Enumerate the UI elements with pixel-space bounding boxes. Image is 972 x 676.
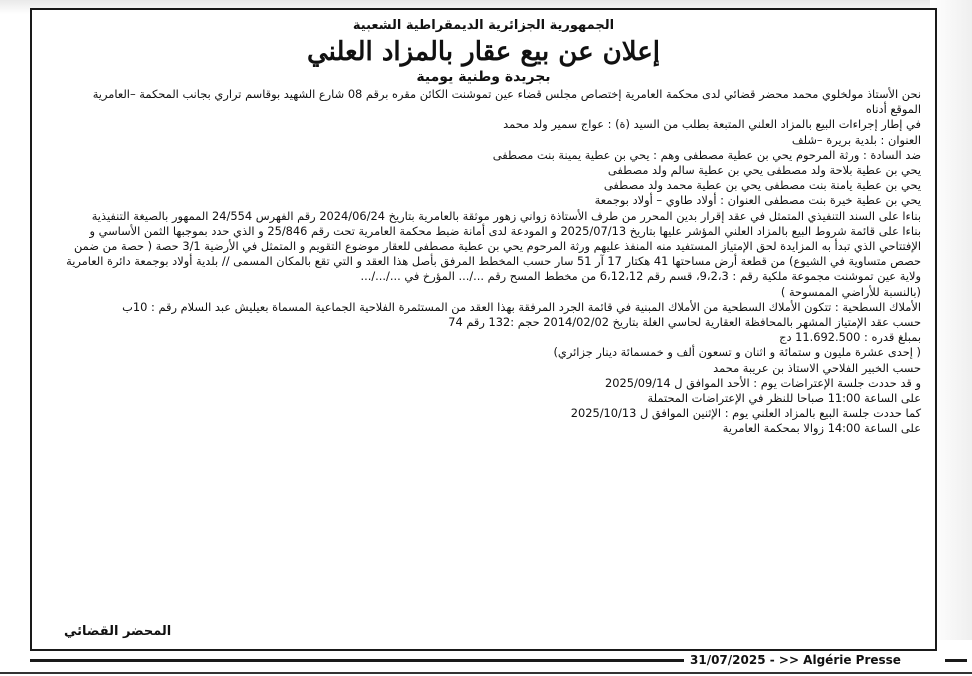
body-line: ( إحدى عشرة مليون و ستمائة و اثنان و تسعون ألف و خمسمائة دينار جزائري) <box>553 345 921 360</box>
notice-body <box>32 85 935 437</box>
body-line: و قد حددت جلسة الإعتراضات يوم : الأحد الموافق ل 2025/09/14 <box>604 375 921 390</box>
body-line: في إطار إجراءات البيع بالمزاد العلني المتبعة بطلب من السيد (ة) : عواج سمير ولد محمد <box>503 117 921 132</box>
body-line: بمبلغ قدره : 11.692.500 دج <box>779 330 921 345</box>
body-line: على الساعة 11:00 صباحا للنظر في الإعتراضات المحتملة <box>647 391 921 406</box>
notice-title: إعلان عن بيع عقار بالمزاد العلني <box>306 37 661 67</box>
body-line: العنوان : بلدية بريرة –شلف <box>791 132 921 147</box>
body-line: بناءا على السند التنفيذي المتمثل في عقد إقرار بدين المحرر من طرف الأستاذة زواني زهور موثقة بالعامرية بتاريخ 2024/06/24 رقم الفهرس 24/554 الممهور بالصيغة التنفيذية <box>91 208 921 223</box>
body-line: حسب الخبير الفلاحي الاستاذ بن عريبة محمد <box>713 360 921 375</box>
body-line: (بالنسبة للأراضي الممسوحة ) <box>780 284 921 299</box>
body-line: الموقع أدناه <box>865 102 921 117</box>
bailiff-signature-label: المحضر القضائي <box>64 624 172 639</box>
body-line: كما حددت جلسة البيع بالمزاد العلني يوم : الإثنين الموافق ل 2025/10/13 <box>570 406 921 421</box>
body-line: بناءا على قائمة شروط البيع بالمزاد العلني المؤشر عليها بتاريخ 2025/07/13 و المودعة لدى أمانة ضبط محكمة العامرية تحت رقم 25/846 و الذي حدد بموجبها الثمن الأساسي و الإفتتاحي الذي تبدأ به المزايدة لحق الإمتياز المستفيد منه المنفذ عليهم ورثة المرحوم يحي بن عطية مصطفى للعقار موضوع التقويم و المتمثل في الأرضية 3/1 حصة ( حصة من ضمن حصص متساوية في الشيوع) من قطعة أرض مساحتها 41 هكتار 17 آر 51 سار حسب المخطط المرفق بأصل هذا العقد و التي تقع بالمكان المسمى // بلدية أولاد بوجمعة دائرة العامرية ولاية عين تموشنت مجموعة ملكية رقم : 9،2،3، قسم رقم 6،12،12 من مخطط المسح رقم .../... المؤرخ في .../.../... <box>66 223 921 284</box>
body-line: يحي بن عطية بلاحة ولد مصطفى يحي بن عطية سالم ولد مصطفى <box>607 163 921 178</box>
body-line: نحن الأستاذ مولخلوي محمد محضر قضائي لدى محكمة العامرية إختصاص مجلس قضاء عين تموشنت الكائن مقره برقم 08 شارع الشهيد بوقاسم تراري بجانب المحكمة –العامرية <box>92 87 921 101</box>
body-line: يحي بن عطية يامنة بنت مصطفى يحي بن عطية محمد ولد مصطفى <box>603 178 921 193</box>
body-line: حسب عقد الإمتياز المشهر بالمحافظة العقارية لحاسي الغلة بتاريخ 2014/02/02 حجم :132 رقم 74 <box>448 315 921 330</box>
body-line: يحي بن عطية خيرة بنت مصطفى العنوان : أولاد طاوي – أولاد بوجمعة <box>594 193 921 208</box>
notice-header <box>32 18 935 85</box>
bottom-rule <box>0 672 972 674</box>
republic-heading: الجمهورية الجزائرية الديمقراطية الشعبية <box>352 18 615 33</box>
body-line: على الساعة 14:00 زوالا بمحكمة العامرية <box>722 421 921 436</box>
publication-footer: 31/07/2025 - >> Algérie Presse <box>690 653 901 667</box>
body-line: الأملاك السطحية : تتكون الأملاك السطحية من الأملاك المبنية في قائمة الجرد المرفقة بهذا العقد من المستثمرة الفلاحية الجماعية المسماة بعيليش عبد السلام رقم : 10ب <box>122 299 921 314</box>
footer-bar <box>0 655 972 669</box>
body-line: ضد السادة : ورثة المرحوم يحي بن عطية مصطفى وهم : يحي بن عطية يمينة بنت مصطفى <box>492 147 921 162</box>
legal-notice-box <box>30 8 937 651</box>
footer-rule-right <box>945 659 967 662</box>
footer-rule-left <box>30 659 684 662</box>
newspaper-subtitle: بجريدة وطنية يومية <box>416 69 551 85</box>
